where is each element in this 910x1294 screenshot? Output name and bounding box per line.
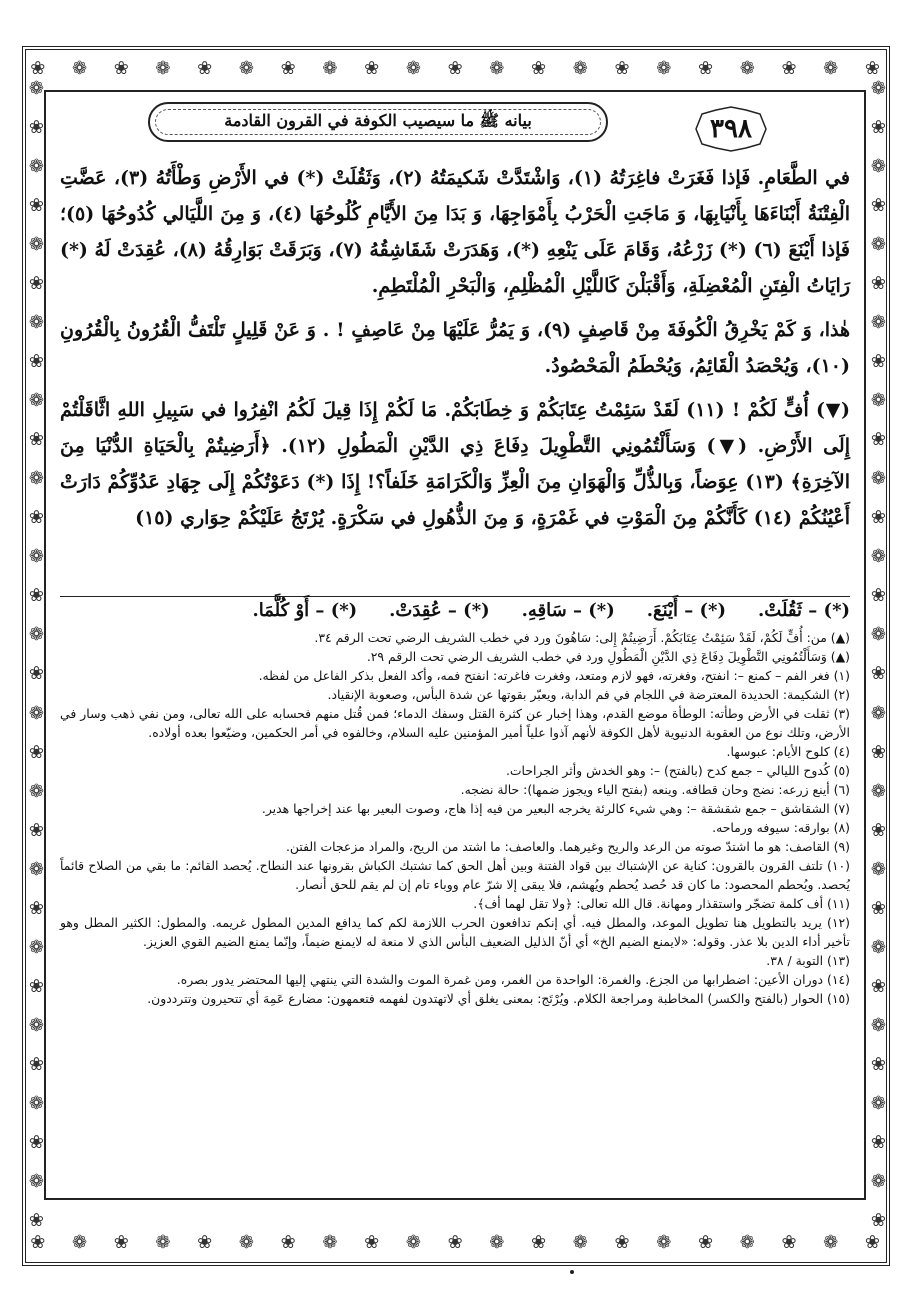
footnote: (١٤) دوران الأعين: اضطرابها من الجزع. والغمرة: الواحدة من الغمر، ومن غمرة الموت والشدة التي ينتهي إليها المحتضر يدور بصره. <box>176 972 850 987</box>
running-header-text: بيانه ﷺ ما سيصيب الكوفة في القرون القادمة <box>224 110 532 130</box>
footnote: (١٢) يريد بالتطويل هنا تطويل الموعد، والمطل فيه. أي إنكم تدافعون الحرب اللازمة لكم كما يدافع المدين المطول غريمه. والمطول: الكثير المطل وهو تأخير أداء الدين بلا عذر. وقوله: «لايمنع الضيم الخ» أي أنّ الذليل الضعيف البأس الذي لا منعة له لايمنع ضيماً، وإنّما يمنع الضيم القوي العزيز. <box>60 915 850 949</box>
footnote: (٢) الشكيمة: الحديدة المعترضة في اللجام في فم الدابة، ويعبّر بقوتها عن شدة البأس، وصعوبة الإنقياد. <box>327 687 850 702</box>
footnote: (١١) أف كلمة تضجّر واستقذار ومهانة. قال الله تعالى: ﴿ولا تقل لهما أف﴾. <box>473 896 850 911</box>
variant-item: (*) – أَوْ كُلَّمَا. <box>252 600 358 621</box>
footnote: (▲) وَسَأَلْتُمُونِي التَّطْوِيلَ دِفَاعَ ذِي الدَّيْنِ الْمَطُولِ ورد في خطب الشريف الرضي تحت الرقم ٢٩. <box>366 649 850 664</box>
variant-item: (*) – عُقِدَتْ. <box>389 600 490 621</box>
right-ornament: ❁ ❀ ❁ ❀ ❁ ❀ ❁ ❀ ❁ ❀ ❁ ❀ ❁ ❀ ❁ ❀ ❁ ❀ ❁ ❀ ❁ ❀ ❁ ❀ ❁ ❀ ❁ ❀ ❁ ❀ <box>870 78 886 1231</box>
footnote: (٥) كُدوح الليالي – جمع كدح (بالفتح) –: وهو الخدش وأثر الجراحات. <box>505 763 850 778</box>
variant-item: (*) – أَيْنَعَ. <box>646 600 726 621</box>
footnote: (٦) أينع زرعه: نضج وحان قطافه. وينعه (بفتح الياء ويجوز ضمها): حالة نضجه. <box>460 782 850 797</box>
footnote: (٩) القاصف: هو ما اشتدّ صوته من الرعد والريح وغيرهما. والعاصف: ما اشتد من الريح، والمراد مزعجات الفتن. <box>285 839 850 854</box>
variant-item: (*) – ثَقُلَتْ. <box>758 600 850 621</box>
paragraph: (▼) أُفٍّ لَكُمْ ! (١١) لَقَدْ سَئِمْتُ عِتَابَكُمْ وَ خِطَابَكُمْ. مَا لَكُمْ إِذَا قِيلَ لَكُمُ انْفِرُوا في سَبِيلِ اللهِ اثَّاقَلْتُمْ إِلَى الأَرْضِ. (▼) وَسَأَلْتُمُونِي التَّطْوِيلَ دِفَاعَ ذِي الدَّيْنِ الْمَطُولِ (١٢). ﴿أَرَضِيتُمْ بِالْحَيَاةِ الدُّنْيَا مِنَ الآخِرَةِ﴾ (١٣) عِوَضاً، وَبِالذُّلِّ وَالْهَوَانِ مِنَ الْعِزِّ وَالْكَرَامَةِ خَلَفاً؟! إِذَا (*) دَعَوْتُكُمْ إِلَى جِهَادِ عَدُوِّكُمْ دَارَتْ أَعْيُنُكُمْ (١٤) كَأَنَّكُمْ مِنَ الْمَوْتِ في غَمْرَةٍ، وَ مِنَ الذُّهُولِ في سَكْرَةٍ. يُرْتَجُ عَلَيْكُمْ حِوَاري (١٥) <box>60 399 850 529</box>
footnote: (٤) كلوح الأيام: عبوسها. <box>726 744 850 759</box>
variant-item: (*) – سَاقِهِ. <box>521 600 615 621</box>
footnote: (١٠) تلتف القرون بالقرون: كناية عن الإشتباك بين قواد الفتنة وبين أهل الحق كما تشتبك الكباش بقرونها عند النطاح. يُحصد القائم: ما بقي من الصلاح قائماً يُحصد. ويُحطم المحصود: ما كان قد حُصد يُحطم ويُهشم، فلا يبقى إلا شرّ عام ووباء تام إن لم يقم للحق أنصار. <box>60 858 850 892</box>
variant-readings <box>60 600 850 626</box>
footnote: (٧) الشقاشق – جمع شقشقة –: وهي شيء كالرئة يخرجه البعير من فيه إذا هاج، وصوت البعير بها عند إخراجها هدير. <box>261 801 850 816</box>
bottom-dot <box>570 1270 574 1274</box>
footnote: (١٣) التوبة / ٣٨. <box>766 953 850 968</box>
paragraph: هٰذا، وَ كَمْ يَخْرِقُ الْكُوفَةَ مِنْ قَاصِفٍ (٩)، وَ يَمُرُّ عَلَيْهَا مِنْ عَاصِفٍ ! . وَ عَنْ قَلِيلٍ تَلْتَفُّ الْقُرُونُ بِالْقُرُونِ (١٠)، وَيُحْصَدُ الْقَائِمُ، وَيُحْطَمُ الْمَحْصُودُ. <box>60 319 850 377</box>
left-ornament: ❁ ❀ ❁ ❀ ❁ ❀ ❁ ❀ ❁ ❀ ❁ ❀ ❁ ❀ ❁ ❀ ❁ ❀ ❁ ❀ ❁ ❀ ❁ ❀ ❁ ❀ ❁ ❀ ❁ ❀ <box>28 78 44 1231</box>
footnote: (٨) بوارقه: سيوفه ورماحه. <box>712 820 850 835</box>
paragraph: في الطَّعَامِ. فَإذا فَغَرَتْ فاغِرَتُهُ (١)، وَاشْتَدَّتْ شَكيمَتُهُ (٢)، وَثَقُلَتْ (*) في الأَرْضِ وَطْأَتُهُ (٣)، عَضَّتِ الْفِتْنَةُ أَبْنَاءَهَا بِأَنْيَابِهَا، وَ مَاجَتِ الْحَرْبُ بِأَمْوَاجِهَا، وَ بَدَا مِنَ الأَيَّامِ كُلُوحُهَا (٤)، وَ مِنَ اللَّيَالي كُدُوحُهَا (٥)؛ فَإذا أَيْنَعَ (٦) (*) زَرْعُهُ، وَقَامَ عَلَى يَنْعِهِ (*)، وَهَدَرَتْ شَقَاشِقُهُ (٧)، وَبَرَقَتْ بَوَارِقُهُ (٨)، عُقِدَتْ لَهُ (*) رَايَاتُ الْفِتَنِ الْمُعْضِلَةِ، وَأَقْبَلْنَ كَاللَّيْلِ الْمُظْلِمِ، وَالْبَحْرِ الْمُلْتَطِمِ. <box>60 167 850 297</box>
running-header <box>148 102 608 142</box>
bottom-ornament: ❀ ❁ ❀ ❁ ❀ ❁ ❀ ❁ ❀ ❁ ❀ ❁ ❀ ❁ ❀ ❁ ❀ ❁ ❀ ❁ ❀ <box>30 1232 880 1253</box>
footnote: (٣) ثقلت في الأرض وطأته: الوطأة موضع القدم، وهذا إخبار عن كثرة القتل وسفك الدماء؛ فمن قُتل منهم فحسابه على الله تعالى، ومن نفي ذهب وسار في الأرض، وتلك نوع من العقوبة الدنيوية لأهل الكوفة لأنهم آذوا علياً أمير المؤمنين عليه السلام، وخالفوه في أمر الحكمين، وضيّعوا بعده أولاده. <box>60 706 850 740</box>
top-ornament: ❀ ❁ ❀ ❁ ❀ ❁ ❀ ❁ ❀ ❁ ❀ ❁ ❀ ❁ ❀ ❁ ❀ ❁ ❀ ❁ ❀ <box>30 58 880 79</box>
main-text <box>60 160 850 544</box>
page-number: ٣٩٨ <box>710 114 752 144</box>
footnotes <box>60 628 850 1008</box>
footnote: (▲) من: أُفٍّ لَكُمْ، لَقَدْ سَئِمْتُ عِتَابَكُمْ. أَرَضِيتُمْ إِلى: سَاهُونَ ورد في خطب الشريف الرضي تحت الرقم ٣٤. <box>314 630 850 645</box>
footnote: (١) فغر الفم – كمنع –: انفتح، وفغرته، فهو لازم ومتعد، وفغرت فاغرته: انفتح فمه، وأكد الفعل بذكر الفاعل من لفظه. <box>258 668 850 683</box>
footnote-divider <box>60 596 850 597</box>
page-number-badge <box>690 106 772 152</box>
footnote: (١٥) الحوار (بالفتح والكسر) المخاطبة ومراجعة الكلام. ويُرْتَج: بمعنى يغلق أي لاتهتدون لفهمه فتعمهون: مضارع عَمِهَ أي تتحيرون وتترددون. <box>147 991 850 1006</box>
